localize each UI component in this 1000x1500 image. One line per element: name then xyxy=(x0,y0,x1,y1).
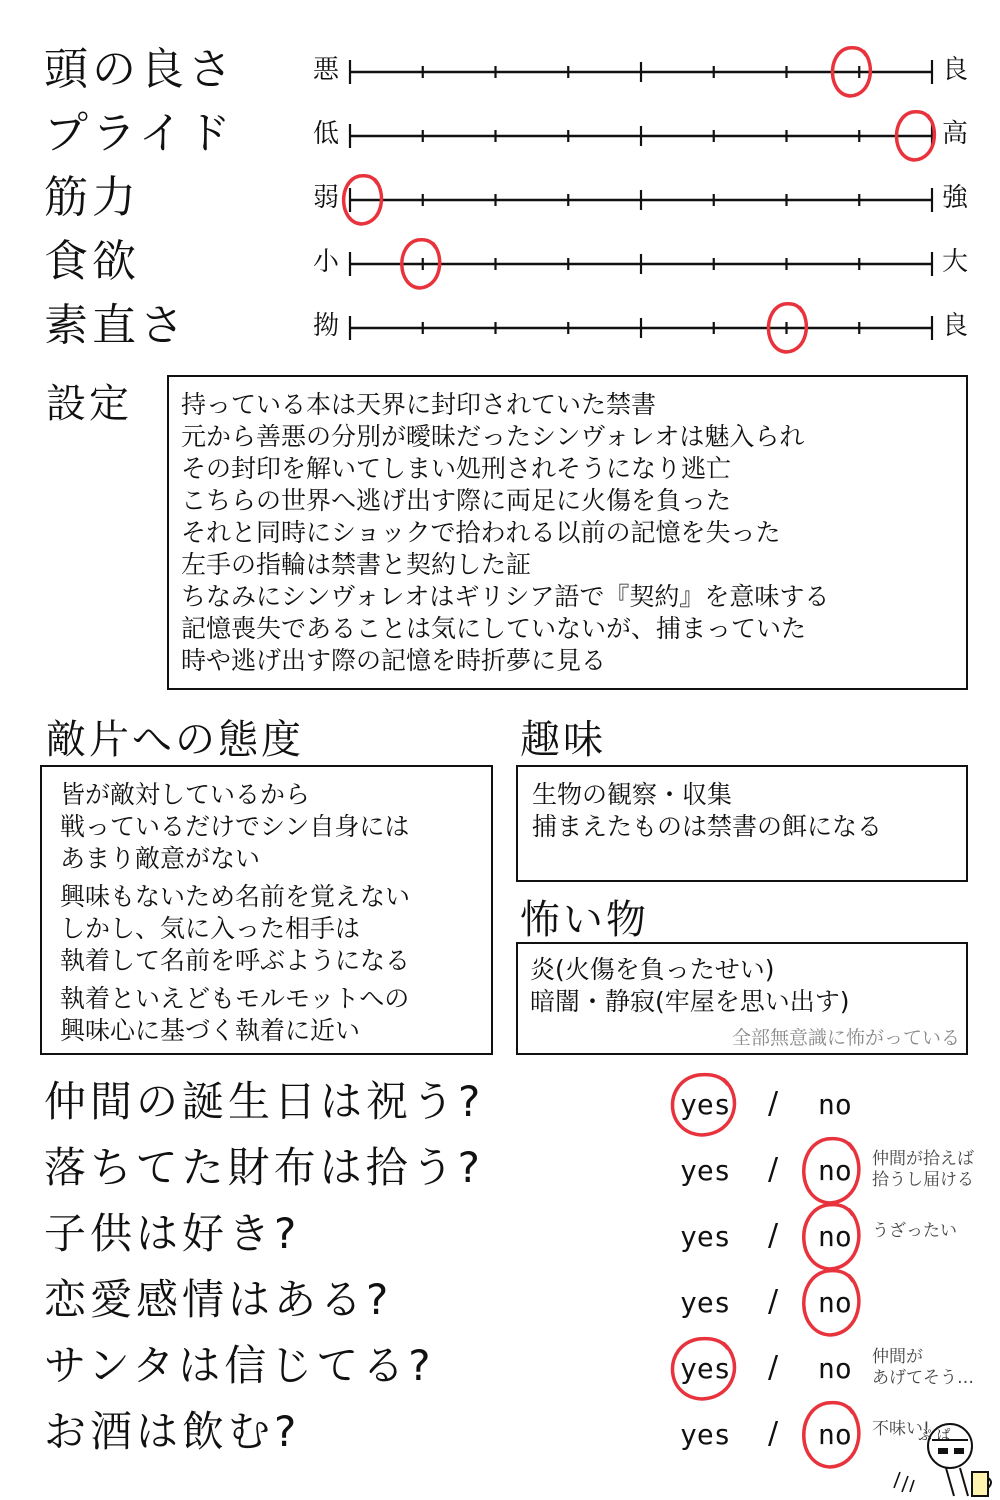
text-line: 興味もないため名前を覚えない xyxy=(60,882,411,911)
answer-note-line: 仲間が xyxy=(872,1347,923,1367)
answer-note xyxy=(872,1347,974,1389)
no-option: no xyxy=(818,1286,852,1319)
text-line: ちなみにシンヴォレオはギリシア語で『契約』を意味する xyxy=(181,582,830,611)
text-line: 左手の指輪は禁書と契約した証 xyxy=(181,550,532,579)
text-line: 持っている本は天界に封印されていた禁書 xyxy=(181,390,657,419)
text-line: 執着といえどもモルモットへの xyxy=(60,984,410,1013)
question-text: サンタは信じてる? xyxy=(44,1341,435,1390)
no-option: no xyxy=(818,1154,852,1187)
scale-label: 頭の良さ xyxy=(44,44,236,95)
answer-note-line: 不味い! xyxy=(872,1419,930,1439)
character-doodle-icon xyxy=(888,1418,994,1498)
text-line: 捕まえたものは禁書の餌になる xyxy=(532,812,883,841)
no-option: no xyxy=(818,1352,852,1385)
scale-right-label: 大 xyxy=(942,247,969,277)
fears-note: 全部無意識に怖がっている xyxy=(731,1027,960,1049)
text-line: 暗闇・静寂(牢屋を思い出す) xyxy=(530,987,850,1016)
scale-marker xyxy=(402,240,440,288)
settings-heading: 設定 xyxy=(46,381,132,427)
attitude-box xyxy=(40,765,493,1055)
text-line: こちらの世界へ逃げ出す際に両足に火傷を負った xyxy=(181,486,732,515)
yes-option: yes xyxy=(680,1352,731,1385)
scale-right-label: 良 xyxy=(942,55,969,85)
fears-heading: 怖い物 xyxy=(520,897,649,943)
text-line: その封印を解いてしまい処刑されそうになり逃亡 xyxy=(181,454,732,483)
slash-separator: / xyxy=(768,1416,779,1451)
answer-note xyxy=(872,1149,974,1191)
scale-marker xyxy=(832,48,870,96)
doodle-text: ぷ ぱ xyxy=(918,1428,951,1444)
slash-separator: / xyxy=(768,1152,779,1187)
yes-option: yes xyxy=(680,1286,731,1319)
scale-left-label: 小 xyxy=(313,247,340,277)
no-option: no xyxy=(818,1088,852,1121)
scale-label: 筋力 xyxy=(44,172,140,223)
yes-option: yes xyxy=(680,1154,731,1187)
no-option: no xyxy=(818,1220,852,1253)
scale-left-label: 拗 xyxy=(313,311,340,341)
yes-option: yes xyxy=(680,1088,731,1121)
answer-note-line: あげてそう… xyxy=(872,1368,974,1388)
text-line: 執着して名前を呼ぶようになる xyxy=(60,946,411,975)
answer-note-line: 仲間が拾えば xyxy=(872,1149,974,1169)
slash-separator: / xyxy=(768,1218,779,1253)
text-line: 興味心に基づく執着に近い xyxy=(60,1016,361,1045)
answer-note-line: 拾うし届ける xyxy=(872,1170,974,1190)
text-line: 時や逃げ出す際の記憶を時折夢に見る xyxy=(181,646,607,675)
question-text: お酒は飲む? xyxy=(44,1407,301,1456)
text-line: 記憶喪失であることは気にしていないが、捕まっていた xyxy=(181,614,807,643)
no-option: no xyxy=(818,1418,852,1451)
scale-left-label: 低 xyxy=(313,119,340,149)
scale-marker xyxy=(344,176,382,224)
scale-right-label: 強 xyxy=(942,183,969,213)
hobby-box xyxy=(516,765,968,882)
scale-right-label: 良 xyxy=(942,311,969,341)
question-text: 落ちてた財布は拾う? xyxy=(44,1143,484,1192)
answer-note xyxy=(872,1221,957,1242)
question-text: 恋愛感情はある? xyxy=(44,1275,393,1324)
hobby-heading: 趣味 xyxy=(520,717,606,763)
scale-label: 食欲 xyxy=(44,236,140,287)
question-text: 子供は好き? xyxy=(44,1209,301,1258)
yes-option: yes xyxy=(680,1220,731,1253)
text-line: しかし、気に入った相手は xyxy=(60,914,361,943)
fears-box xyxy=(516,942,968,1055)
question-text: 仲間の誕生日は祝う? xyxy=(44,1077,485,1126)
scale-marker xyxy=(768,304,806,352)
scale-left-label: 弱 xyxy=(313,183,340,213)
text-line: それと同時にショックで拾われる以前の記憶を失った xyxy=(181,518,781,547)
slash-separator: / xyxy=(768,1284,779,1319)
text-line: 生物の観察・収集 xyxy=(532,780,733,809)
text-line: 炎(火傷を負ったせい) xyxy=(530,955,775,984)
slash-separator: / xyxy=(768,1086,779,1121)
attitude-heading: 敵片への態度 xyxy=(46,717,304,763)
scale-marker xyxy=(897,112,935,160)
scale-label: プライド xyxy=(44,108,235,159)
text-line: 戦っているだけでシン自身には xyxy=(60,812,410,841)
scale-label: 素直さ xyxy=(44,300,188,351)
slash-separator: / xyxy=(768,1350,779,1385)
text-line: 元から善悪の分別が曖昧だったシンヴォレオは魅入られ xyxy=(181,422,805,451)
yes-option: yes xyxy=(680,1418,731,1451)
scale-left-label: 悪 xyxy=(313,55,340,85)
text-line: 皆が敵対しているから xyxy=(60,780,311,809)
text-line: あまり敵意がない xyxy=(60,844,261,873)
scale-right-label: 高 xyxy=(942,119,969,149)
answer-note-line: うざったい xyxy=(872,1221,957,1241)
settings-box xyxy=(167,375,968,690)
